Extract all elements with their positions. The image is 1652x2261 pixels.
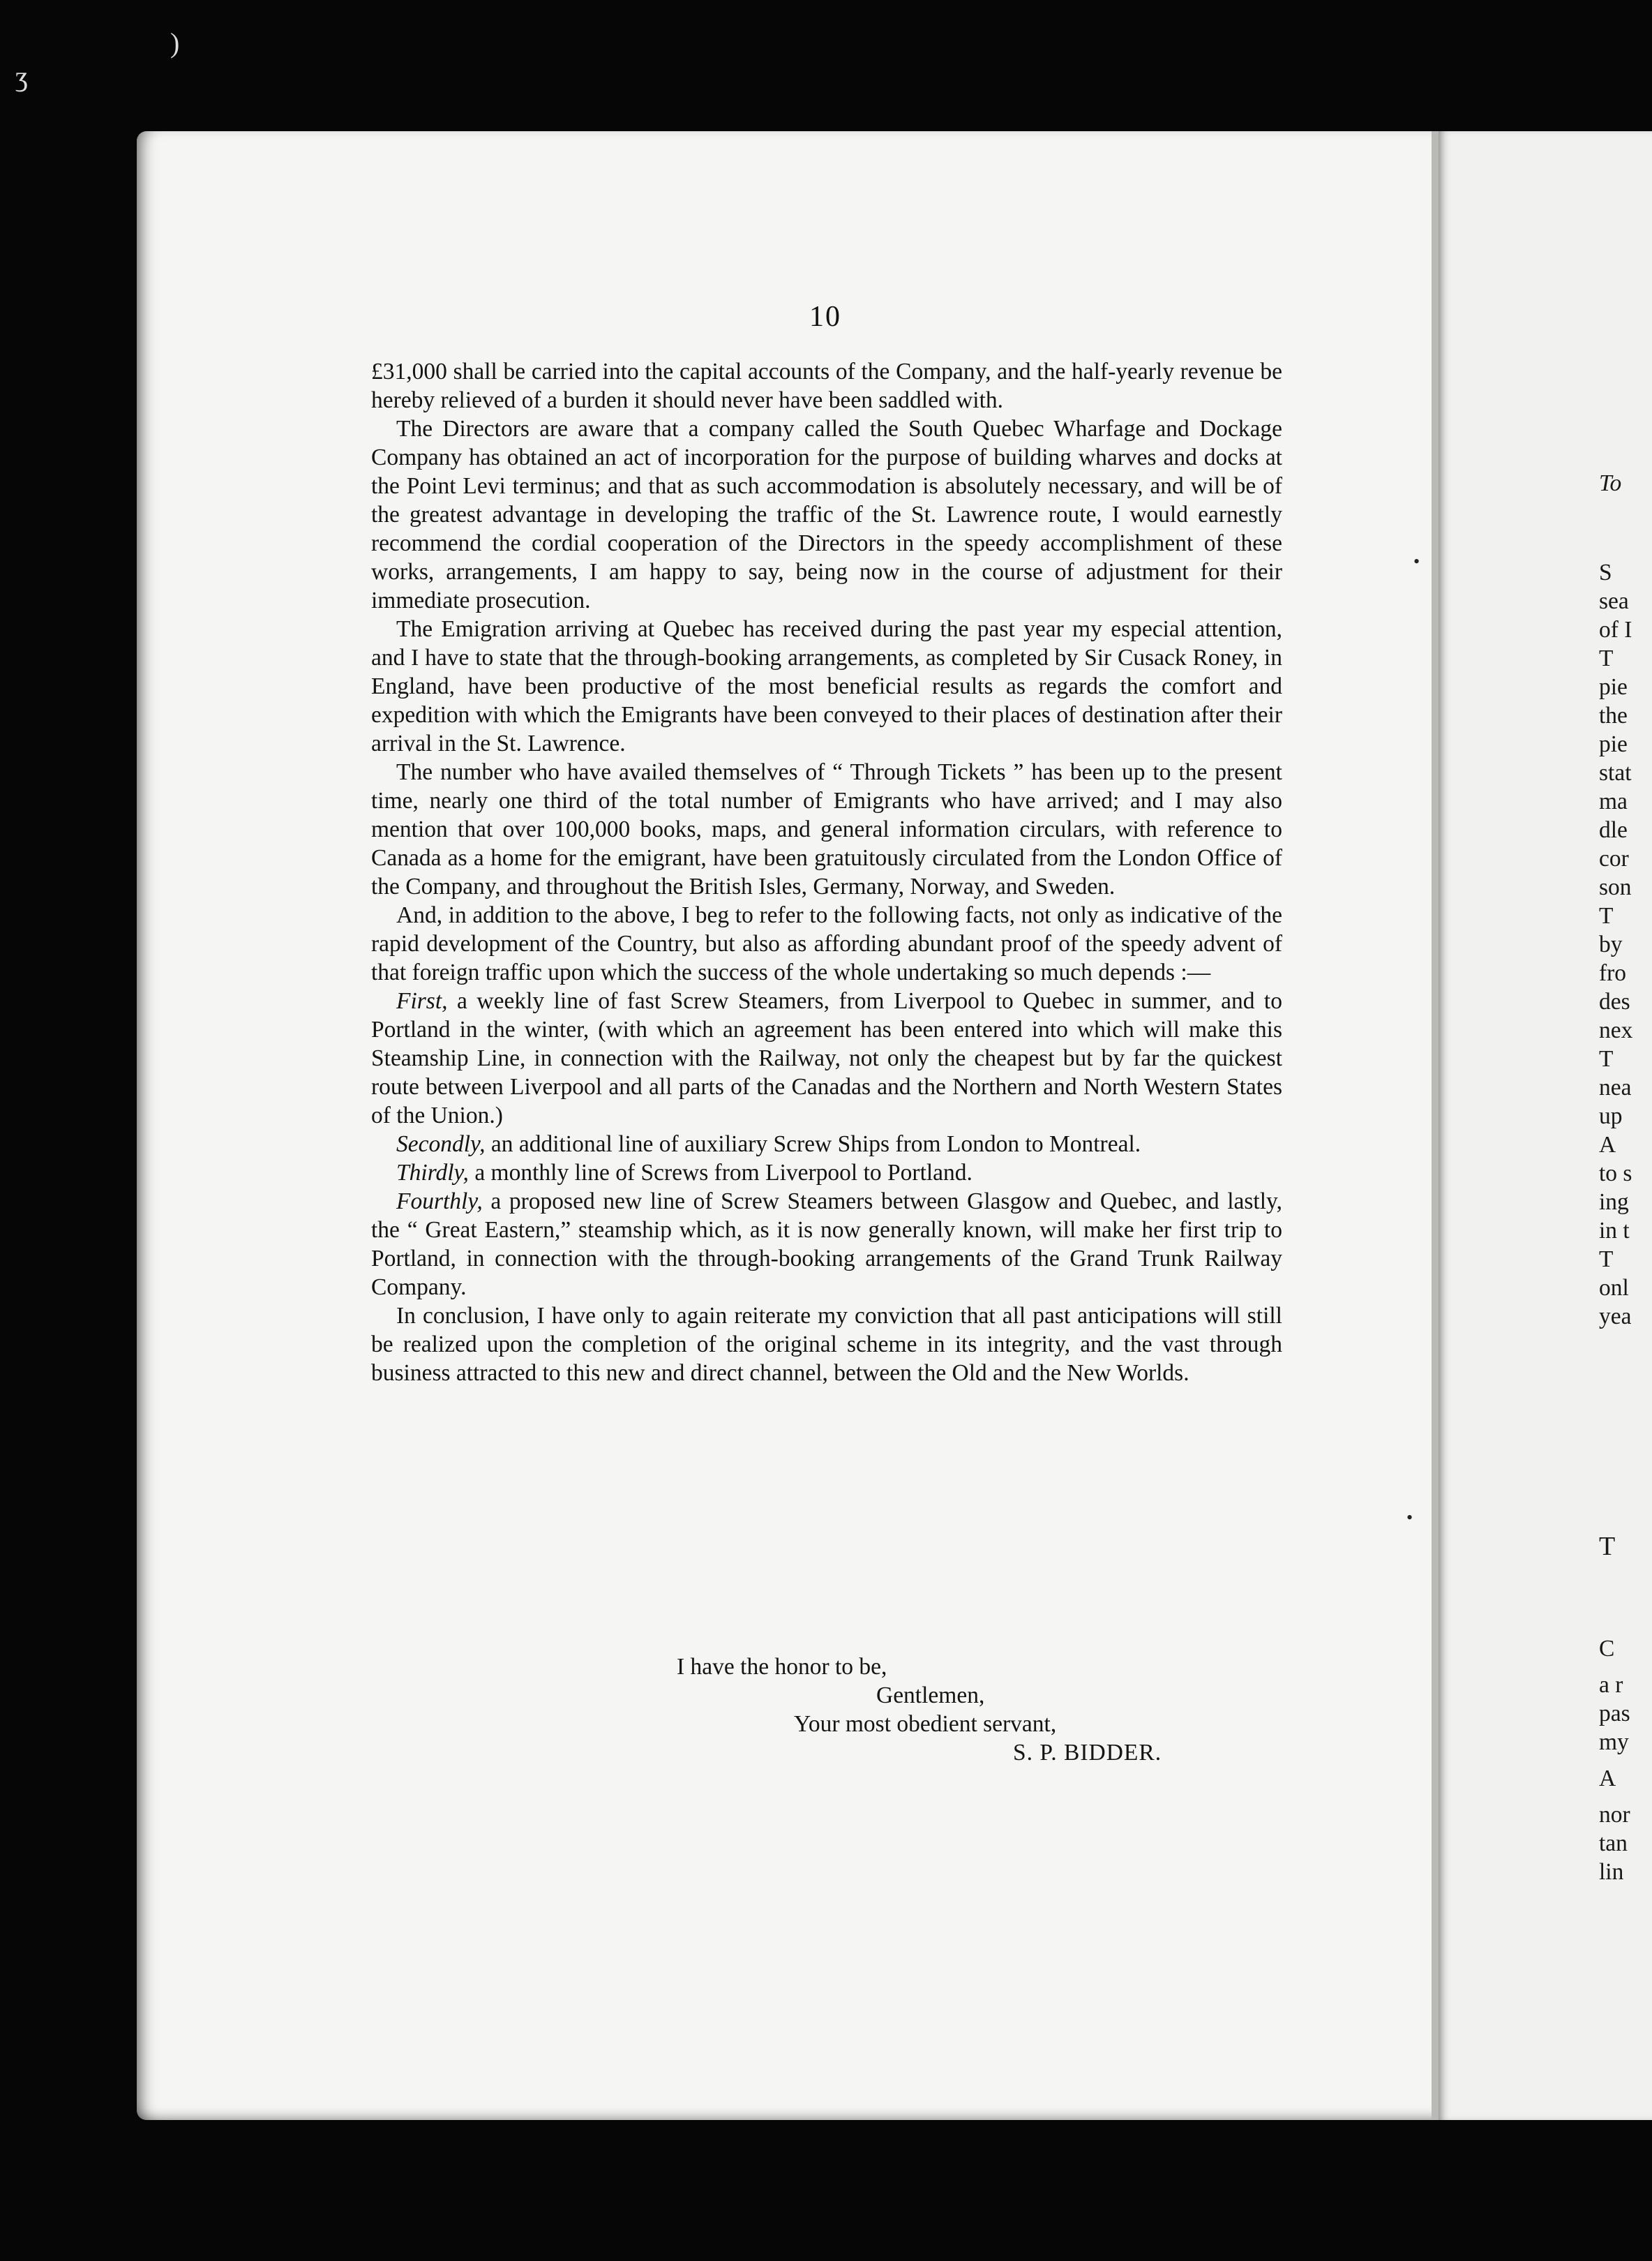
facing-page-fragment: of I — [1599, 617, 1632, 643]
facing-page-fragment: pas — [1599, 1701, 1630, 1726]
list-item — [371, 1187, 1282, 1301]
paragraph: The number who have availed themselves of “ Through Tickets ” has been up to the present time, nearly one third of the total number of Emigrants who have arrived; and I may also mention that over 100,000 books, maps, and general information circulars, with reference to Canada as a home for the emigrant, have been gratuitously circulated from the London Office of the Company, and throughout the British Isles, Germany, Norway, and Sweden. — [371, 759, 1282, 900]
scan-artifact: • — [1413, 551, 1420, 572]
facing-page-fragment: the — [1599, 703, 1628, 729]
facing-page-fragment: my — [1599, 1729, 1629, 1755]
page-number: 10 — [809, 301, 841, 333]
facing-page-fragment: nea — [1599, 1075, 1632, 1100]
facing-page-fragment: A — [1599, 1766, 1616, 1791]
scan-artifact: • — [1406, 1507, 1413, 1528]
facing-page-fragment: nex — [1599, 1017, 1633, 1043]
facing-page-fragment: pie — [1599, 674, 1628, 700]
facing-page-fragment: nor — [1599, 1802, 1630, 1828]
facing-page-fragment: ing — [1599, 1189, 1629, 1215]
paragraph: £31,000 shall be carried into the capital accounts of the Company, and the half-yearly revenue be hereby relieved of a burden it should never have been saddled with. — [371, 359, 1282, 413]
facing-page-fragment: T — [1599, 1046, 1614, 1072]
facing-page-fragment: son — [1599, 874, 1632, 900]
facing-page-fragment: lin — [1599, 1859, 1624, 1885]
facing-page-fragment: dle — [1599, 817, 1628, 843]
facing-page-fragment: T — [1599, 903, 1614, 929]
facing-page-fragment: up — [1599, 1103, 1623, 1129]
facing-page-fragment: onl — [1599, 1275, 1629, 1301]
paragraph: The Emigration arriving at Quebec has received during the past year my especial attention, and I have to state that the through-booking arrangements, as completed by Sir Cusack Roney, in England, have been productive of the most beneficial results as regards the comfort and expedition with which the Emigrants have been conveyed to their places of destination after their arrival in the St. Lawrence. — [371, 616, 1282, 756]
paragraph: The Directors are aware that a company called the South Quebec Wharfage and Dockage Company has obtained an act of incorporation for the purpose of building wharves and docks at the Point Levi terminus; and that as such accommodation is absolutely necessary, and will be of the greatest advantage in developing the traffic of the St. Lawrence route, I would earnestly recommend the cordial cooperation of the Directors in the speedy accomplishment of these works, arrangements, I am happy to say, being now in the course of adjustment for their immediate prosecution. — [371, 416, 1282, 613]
facing-page-fragment: stat — [1599, 760, 1632, 786]
facing-page-fragment: in t — [1599, 1218, 1630, 1244]
list-item-lead: First, — [396, 988, 448, 1014]
list-item-lead: Secondly, — [396, 1131, 486, 1157]
facing-page-fragment: T — [1599, 1246, 1614, 1272]
facing-page-fragment: tan — [1599, 1830, 1628, 1856]
list-item-lead: Fourthly, — [396, 1188, 483, 1214]
closing-line: Gentlemen, — [876, 1682, 985, 1708]
list-item — [371, 1130, 1282, 1158]
list-item-text: an additional line of auxiliary Screw Ships from London to Montreal. — [485, 1131, 1141, 1157]
facing-page-fragment: C — [1599, 1636, 1615, 1662]
conclusion-paragraph: In conclusion, I have only to again reiterate my conviction that all past anticipations will still be realized upon the completion of the original scheme in its integrity, and the vast through business attracted to this new and direct channel, between the Old and the New Worlds. — [371, 1303, 1282, 1386]
list-item-lead: Thirdly, — [396, 1160, 469, 1186]
facing-page-fragment: pie — [1599, 731, 1628, 757]
facing-page-fragment: ma — [1599, 789, 1628, 814]
facing-page-fragment: a r — [1599, 1672, 1623, 1698]
list-item — [371, 987, 1282, 1130]
facing-page-fragment: to s — [1599, 1161, 1632, 1186]
scan-artifact: ) — [170, 27, 180, 59]
letter-closing — [371, 1652, 1282, 1767]
facing-page-fragment: To — [1599, 470, 1622, 496]
facing-page-fragment: by — [1599, 932, 1623, 957]
facing-page-fragment: T — [1599, 1532, 1616, 1561]
facing-page-fragment: yea — [1599, 1304, 1632, 1329]
letter-body — [371, 357, 1282, 1387]
signature: S. P. BIDDER. — [1013, 1740, 1162, 1766]
facing-page-fragment: des — [1599, 989, 1630, 1015]
facing-page-fragment: cor — [1599, 846, 1629, 872]
facing-page-fragment: A — [1599, 1132, 1616, 1158]
paragraph: And, in addition to the above, I beg to refer to the following facts, not only as indicative of the rapid development of the Country, but also as affording abundant proof of the speedy advent of that foreign traffic upon which the success of the whole undertaking so much depends :— — [371, 902, 1282, 985]
facing-page-fragment: sea — [1599, 588, 1629, 614]
facing-page-fragment: S — [1599, 560, 1612, 585]
scan-artifact: ʒ — [15, 61, 28, 92]
list-item-text: a weekly line of fast Screw Steamers, from Liverpool to Quebec in summer, and to Portland in the winter, (with which an agreement has been entered into which will make this Steamship Line, in connection with the Railway, not only the cheapest but by far the quickest route between Liverpool and all parts of the Canadas and the Northern and North Western States of the Union.) — [371, 988, 1282, 1128]
facing-page-fragment: T — [1599, 646, 1614, 671]
list-item — [371, 1158, 1282, 1187]
closing-line: I have the honor to be, — [677, 1654, 887, 1680]
closing-line: Your most obedient servant, — [794, 1711, 1057, 1737]
facing-page-fragment: fro — [1599, 960, 1627, 986]
list-item-text: a monthly line of Screws from Liverpool to Portland. — [468, 1160, 973, 1186]
list-item-text: a proposed new line of Screw Steamers between Glasgow and Quebec, and lastly, the “ Great Eastern,” steamship which, as it is now generally known, will make her first trip to Portland, in connection with the through-booking arrangements of the Grand Trunk Railway Company. — [371, 1188, 1282, 1300]
